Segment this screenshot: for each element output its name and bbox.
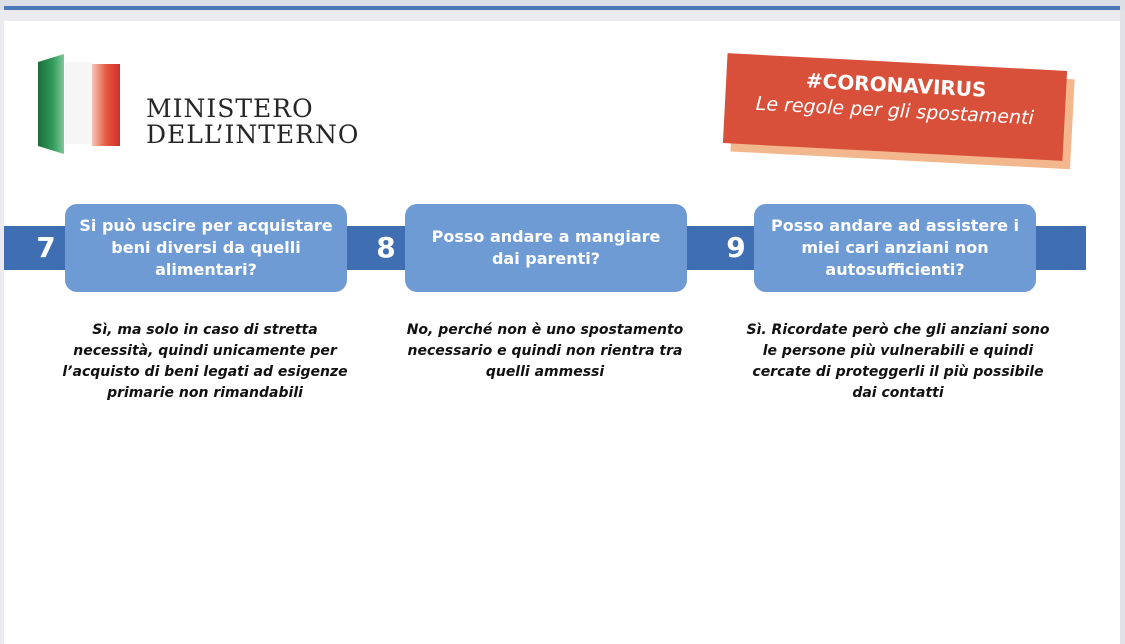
- question-number: 7: [36, 231, 56, 264]
- ministry-name-line1: MINISTERO: [146, 94, 314, 123]
- answer-text: Sì, ma solo in caso di stretta necessità, quindi unicamente per l’acquisto di beni legati ad esigenze primarie non rimandabili: [62, 322, 348, 401]
- coronavirus-banner: [723, 53, 1067, 161]
- banner-subtitle: Le regole per gli spostamenti: [755, 92, 1035, 130]
- question-box: [754, 204, 1036, 292]
- question-text: Si può uscire per acquistare beni diversi da quelli alimentari?: [79, 216, 333, 279]
- answer-text: Sì. Ricordate però che gli anziani sono le persone più vulnerabili e quindi cercate di proteggerli il più possibile dai contatti: [746, 322, 1050, 401]
- top-accent-line: [4, 6, 1120, 10]
- top-bar: [0, 0, 1125, 10]
- ministry-flag-logo-icon: [38, 54, 122, 158]
- ministry-name: [146, 96, 359, 148]
- right-edge: [1120, 10, 1125, 644]
- question-box: [405, 204, 687, 292]
- banner-box: [723, 53, 1067, 161]
- question-number: 8: [376, 231, 396, 264]
- question-box: [65, 204, 347, 292]
- answer-text: No, perché non è uno spostamento necessario e quindi non rientra tra quelli ammessi: [406, 322, 684, 380]
- question-text: Posso andare a mangiare dai parenti?: [431, 227, 661, 268]
- ministry-name-line2: DELL’INTERNO: [146, 120, 360, 149]
- question-text: Posso andare ad assistere i miei cari anziani non autosufficienti?: [770, 216, 1020, 279]
- banner-hashtag: #CORONAVIRUS: [805, 68, 987, 102]
- question-number: 9: [726, 231, 746, 264]
